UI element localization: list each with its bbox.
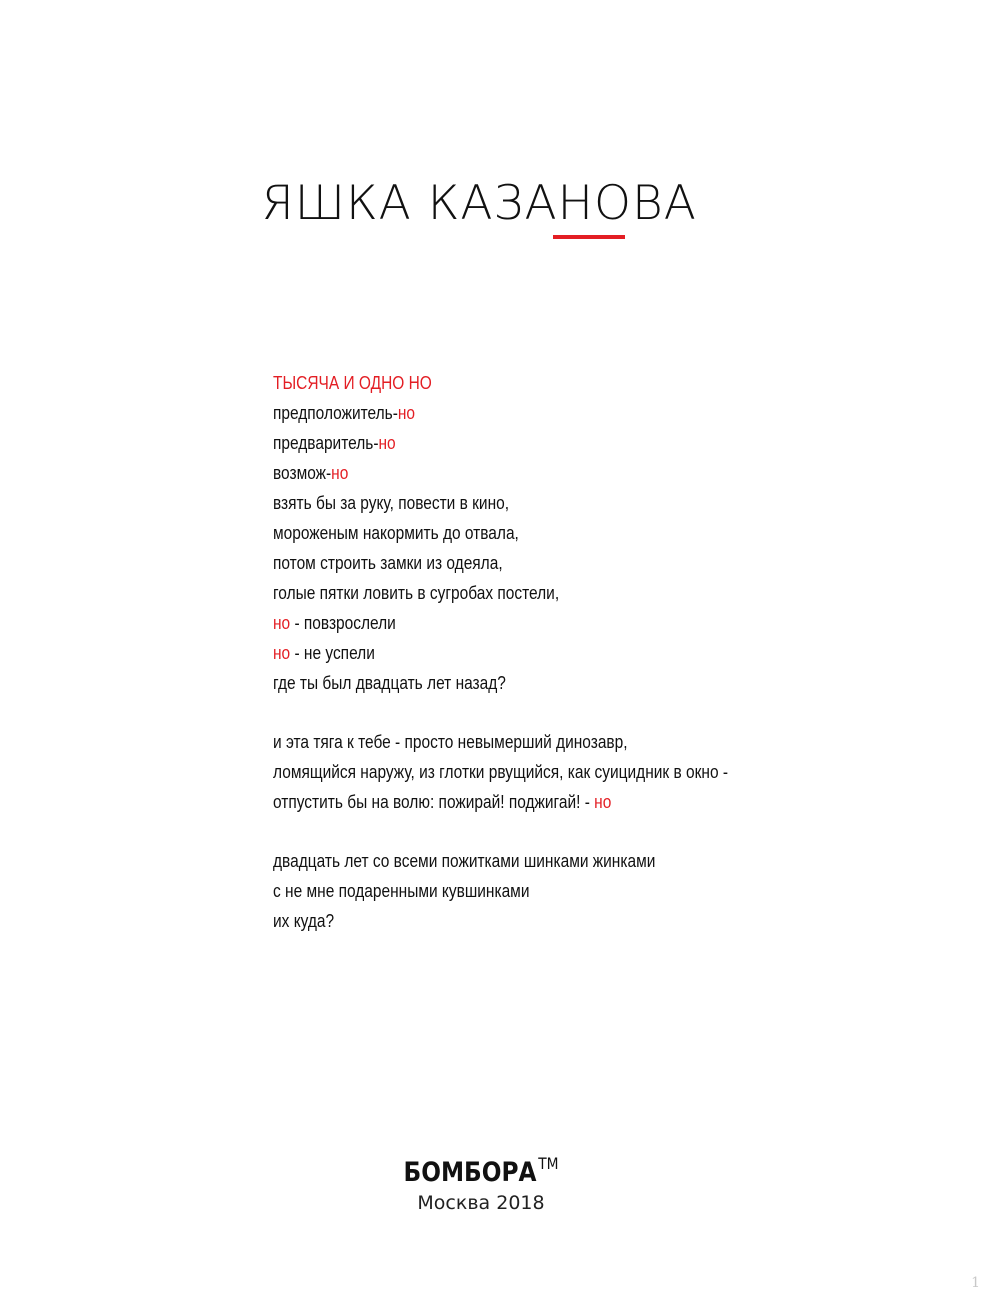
title-accent-underline	[553, 235, 625, 239]
accent-word: но	[273, 613, 291, 633]
poem-title: ТЫСЯЧА И ОДНО НО	[273, 373, 432, 393]
poem-line: потом строить замки из одеяла,	[273, 553, 503, 573]
poem-line	[273, 398, 789, 428]
poem-line: их куда?	[273, 911, 335, 931]
accent-word: но	[273, 643, 291, 663]
stanza-break	[273, 817, 789, 846]
poem-line: голые пятки ловить в сугробах постели,	[273, 583, 560, 603]
poem	[273, 368, 789, 936]
poem-line	[273, 428, 789, 458]
poem-line	[273, 638, 789, 668]
poem-line	[273, 458, 789, 488]
poem-line: с не мне подаренными кувшинками	[273, 881, 530, 901]
poem-line	[273, 608, 789, 638]
poem-line: и эта тяга к тебе - просто невымерший динозавр,	[273, 732, 628, 752]
city-year: Москва 2018	[417, 1192, 545, 1214]
author-name: ЯШКА КАЗАНОВА	[261, 176, 697, 231]
poem-line: мороженым накормить до отвала,	[273, 523, 519, 543]
page-number: 1	[971, 1275, 980, 1291]
line-text: возмож-	[273, 463, 332, 483]
accent-word: но	[378, 433, 396, 453]
poem-line	[273, 787, 789, 817]
accent-word: но	[331, 463, 349, 483]
stanza-break	[273, 698, 789, 727]
line-text: - повзрослели	[290, 613, 396, 633]
poem-line: взять бы за руку, повести в кино,	[273, 493, 510, 513]
poem-line: двадцать лет со всеми пожитками шинками жинками	[273, 851, 656, 871]
publisher-logo	[67, 1148, 894, 1189]
poem-line: где ты был двадцать лет назад?	[273, 673, 506, 693]
line-text: предположитель-	[273, 403, 398, 423]
poem-line: ломящийся наружу, из глотки рвущийся, как суицидник в окно -	[273, 762, 729, 782]
line-text: предваритель-	[273, 433, 379, 453]
accent-word: но	[397, 403, 416, 423]
accent-word: но	[594, 792, 612, 812]
trademark-mark: TM	[538, 1154, 559, 1173]
line-text: - не успели	[290, 643, 375, 663]
line-text: отпустить бы на волю: пожирай! поджигай! -	[273, 792, 595, 812]
publisher-name: БОМБОРА	[403, 1157, 537, 1188]
